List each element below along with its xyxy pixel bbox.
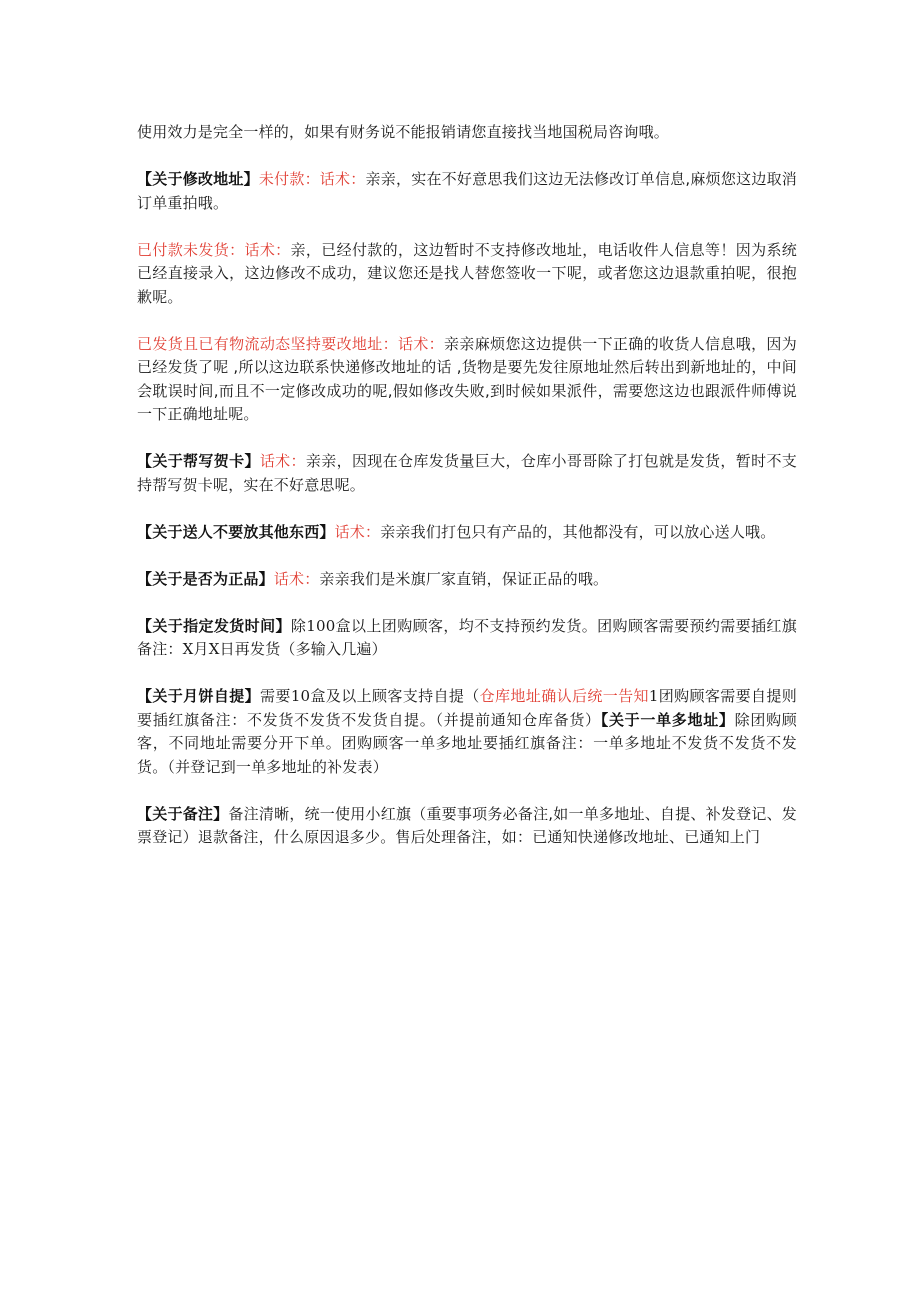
quantity-number: 10 bbox=[290, 687, 311, 705]
paragraph-greeting-card bbox=[137, 450, 797, 497]
paragraph-tax-note: 使用效力是完全一样的，如果有财务说不能报销请您直接找当地国税局咨询哦。 bbox=[137, 123, 670, 141]
paragraph-self-pickup: 【关于月饼自提】需要10盒及以上顾客支持自提（仓库地址确认后统一告知1团购顾客需要自提则要插红旗备注：不发货不发货不发货自提。（并提前通知仓库备货）【关于一单多地址】除团购顾客，不同地址需要分开下单。团购顾客一单多地址要插红旗备注：一单多地址不发货不发货不发货。（并登记到一单多地址的补发表） bbox=[137, 687, 798, 776]
script-text: 亲亲我们是米旗厂家直销，保证正品的哦。 bbox=[319, 569, 609, 588]
section-heading-shipping-time: 【关于指定发货时间】 bbox=[137, 616, 291, 635]
section-heading-authenticity: 【关于是否为正品】 bbox=[137, 569, 274, 588]
section-heading-greeting-card: 【关于帮写贺卡】 bbox=[137, 452, 260, 470]
paragraph-remarks: 【关于备注】备注清晰，统一使用小红旗（重要事项务必备注,如一单多地址、自提、补发登记、发票登记）退款备注，什么原因退多少。售后处理备注，如：已通知快递修改地址、已通知上门 bbox=[137, 804, 798, 846]
warehouse-address-note: 仓库地址确认后统一告知 bbox=[479, 687, 649, 705]
label-paid-not-shipped: 已付款未发货：话术： bbox=[137, 240, 291, 259]
month-placeholder: X bbox=[182, 640, 194, 658]
script-text: 亲亲，实在不好意思我们这边无法修改订单信息,麻烦您这边取消订单重拍哦。 bbox=[137, 170, 798, 212]
section-heading-self-pickup: 【关于月饼自提】 bbox=[137, 687, 261, 705]
label-script: 话术： bbox=[259, 452, 306, 470]
paragraph-modify-address bbox=[137, 168, 797, 215]
script-text: 亲亲麻烦您这边提供一下正确的收货人信息哦，因为已经发货了呢 ,所以这边联系快递修改地址的话 ,货物是要先发往原地址然后转出到新地址的，中间会耽误时间,而且不一定修改成功的呢,假如修改失败,到时候如果派件，需要您这边也跟派件师傅说一下正确地址呢。 bbox=[137, 334, 797, 423]
section-heading-gift-packing: 【关于送人不要放其他东西】 bbox=[137, 522, 335, 541]
paragraph-shipping-time: 【关于指定发货时间】除100盒以上团购顾客，均不支持预约发货。团购顾客需要预约需要插红旗备注：X月X日再发货（多输入几遍） bbox=[137, 616, 797, 658]
script-text: 亲，已经付款的，这边暂时不支持修改地址，电话收件人信息等！因为系统已经直接录入，这边修改不成功，建议您还是找人替您签收一下呢，或者您这边退款重拍呢，很抱歉呢。 bbox=[137, 240, 797, 306]
quantity-number: 100 bbox=[306, 616, 336, 635]
paragraph-paid-not-shipped bbox=[137, 239, 797, 310]
paragraph-authenticity bbox=[137, 568, 797, 592]
paragraph-shipped-change-address bbox=[137, 333, 797, 427]
label-script: 话术： bbox=[273, 569, 320, 588]
day-placeholder: X bbox=[208, 640, 220, 658]
section-heading-remarks: 【关于备注】 bbox=[137, 804, 229, 823]
script-text: 亲亲，因现在仓库发货量巨大，仓库小哥哥除了打包就是发货，暂时不支持帮写贺卡呢，实在不好意思呢。 bbox=[137, 452, 797, 494]
script-text: 亲亲我们打包只有产品的，其他都没有，可以放心送人哦。 bbox=[380, 522, 776, 541]
section-heading-modify-address: 【关于修改地址】 bbox=[137, 170, 259, 188]
label-script: 话术： bbox=[334, 522, 381, 541]
document-body bbox=[137, 121, 797, 873]
paragraph-gift-packing bbox=[137, 521, 797, 545]
section-heading-multi-address: 【关于一单多地址】 bbox=[600, 710, 735, 729]
label-shipped-change-address: 已发货且已有物流动态坚持要改地址：话术： bbox=[137, 334, 445, 353]
label-unpaid-script: 未付款：话术： bbox=[258, 170, 366, 188]
